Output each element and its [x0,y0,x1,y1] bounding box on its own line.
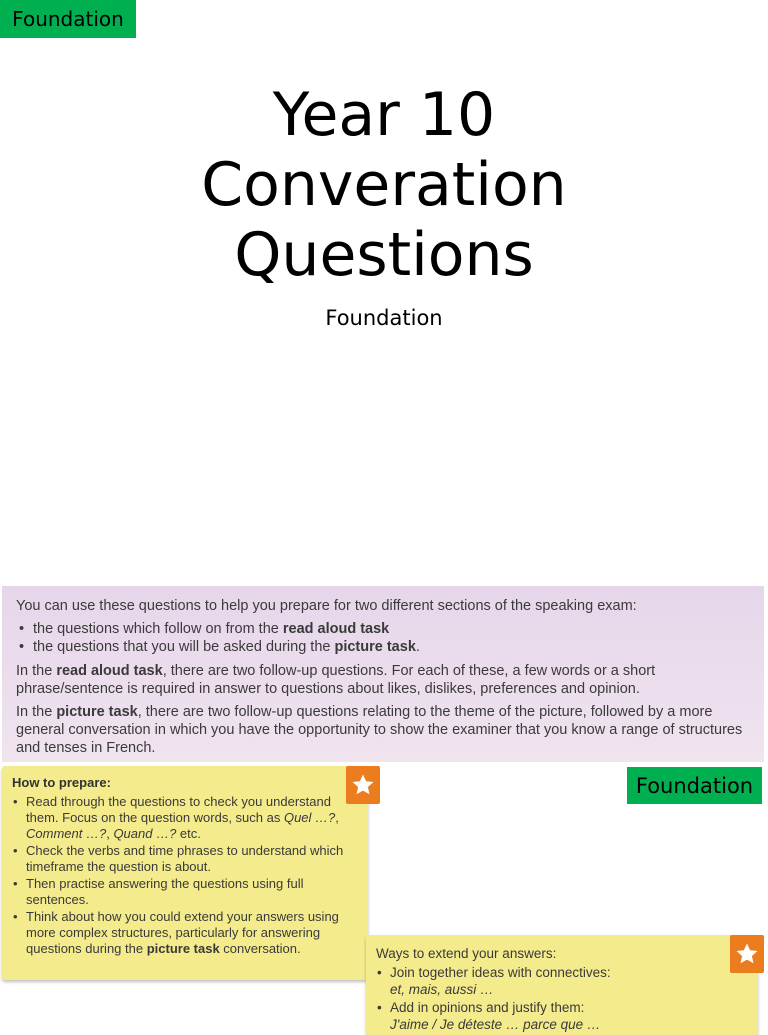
prepare-item [12,909,358,957]
page-title [0,80,768,290]
intro-bullet-bold: picture task [334,639,416,655]
tag-label: Foundation [12,7,124,31]
para-text: In the [16,663,57,679]
intro-bullet-end: . [415,639,420,655]
separator: , [106,826,114,841]
intro-bullet [16,638,750,656]
prepare-item: • Then practise answering the questions using full sentences. [12,876,358,908]
para-text: , there are two follow-up questions. For each of these, a few words or a short phrase/sentence is required in answer to questions about likes, dislikes, preferences and opinion. [16,663,656,697]
intro-bullets [16,620,750,656]
foundation-tag-side [627,767,762,804]
para-bold: picture task [56,704,138,720]
extend-item [376,999,748,1033]
intro-bullet-text: the questions which follow on from the [33,621,283,637]
item-text: etc. [176,826,201,841]
question-word: Comment …? [26,826,107,841]
separator: , [335,810,339,825]
item-text: Join together ideas with connectives: [390,965,611,980]
para-text: , there are two follow-up questions relating to the theme of the picture, followed by a more general conversation in which you have the opportunity to show the examiner that you know a range of structures and tenses in French. [16,704,743,756]
question-word: Quel …? [283,810,336,825]
item-example: J'aime / Je déteste … parce que … [390,1017,601,1032]
para-text: In the [16,704,57,720]
item-text: conversation. [219,941,301,956]
prepare-list [12,794,358,957]
prepare-heading: How to prepare: [12,775,111,790]
intro-para-picture [16,703,750,757]
intro-bullet-text: the questions that you will be asked during the [33,639,335,655]
extend-heading: Ways to extend your answers: [376,946,557,961]
intro-lead: You can use these questions to help you prepare for two different sections of the speaking exam: [16,598,637,614]
item-example: et, mais, aussi … [390,982,494,997]
intro-panel [2,586,764,762]
intro-para-read-aloud [16,662,750,698]
extend-item [376,964,748,998]
item-bold: picture task [146,941,220,956]
item-text: Think about how you could extend your answers using more complex structures, particularly for answering questions during the [26,909,339,956]
item-text: Read through the questions to check you understand them. Focus on the question words, such as [26,794,331,825]
prepare-item: • Check the verbs and time phrases to understand which timeframe the question is about. [12,843,358,875]
how-to-prepare-box [2,766,368,980]
extend-list [376,964,748,1033]
question-word: Quand …? [113,826,177,841]
star-icon [730,935,764,973]
para-bold: read aloud task [56,663,163,679]
item-text: Add in opinions and justify them: [390,1000,585,1015]
foundation-tag-top [0,0,136,38]
intro-bullet-bold: read aloud task [282,621,390,637]
title-line-2: Converation [201,150,567,220]
title-line-1: Year 10 [272,80,496,150]
star-icon [346,766,380,804]
tag-label: Foundation [635,773,754,798]
title-line-3: Questions [234,220,534,290]
extend-answers-box [366,935,758,1035]
page-subtitle: Foundation [325,306,443,330]
intro-bullet [16,620,750,638]
prepare-item [12,794,358,842]
